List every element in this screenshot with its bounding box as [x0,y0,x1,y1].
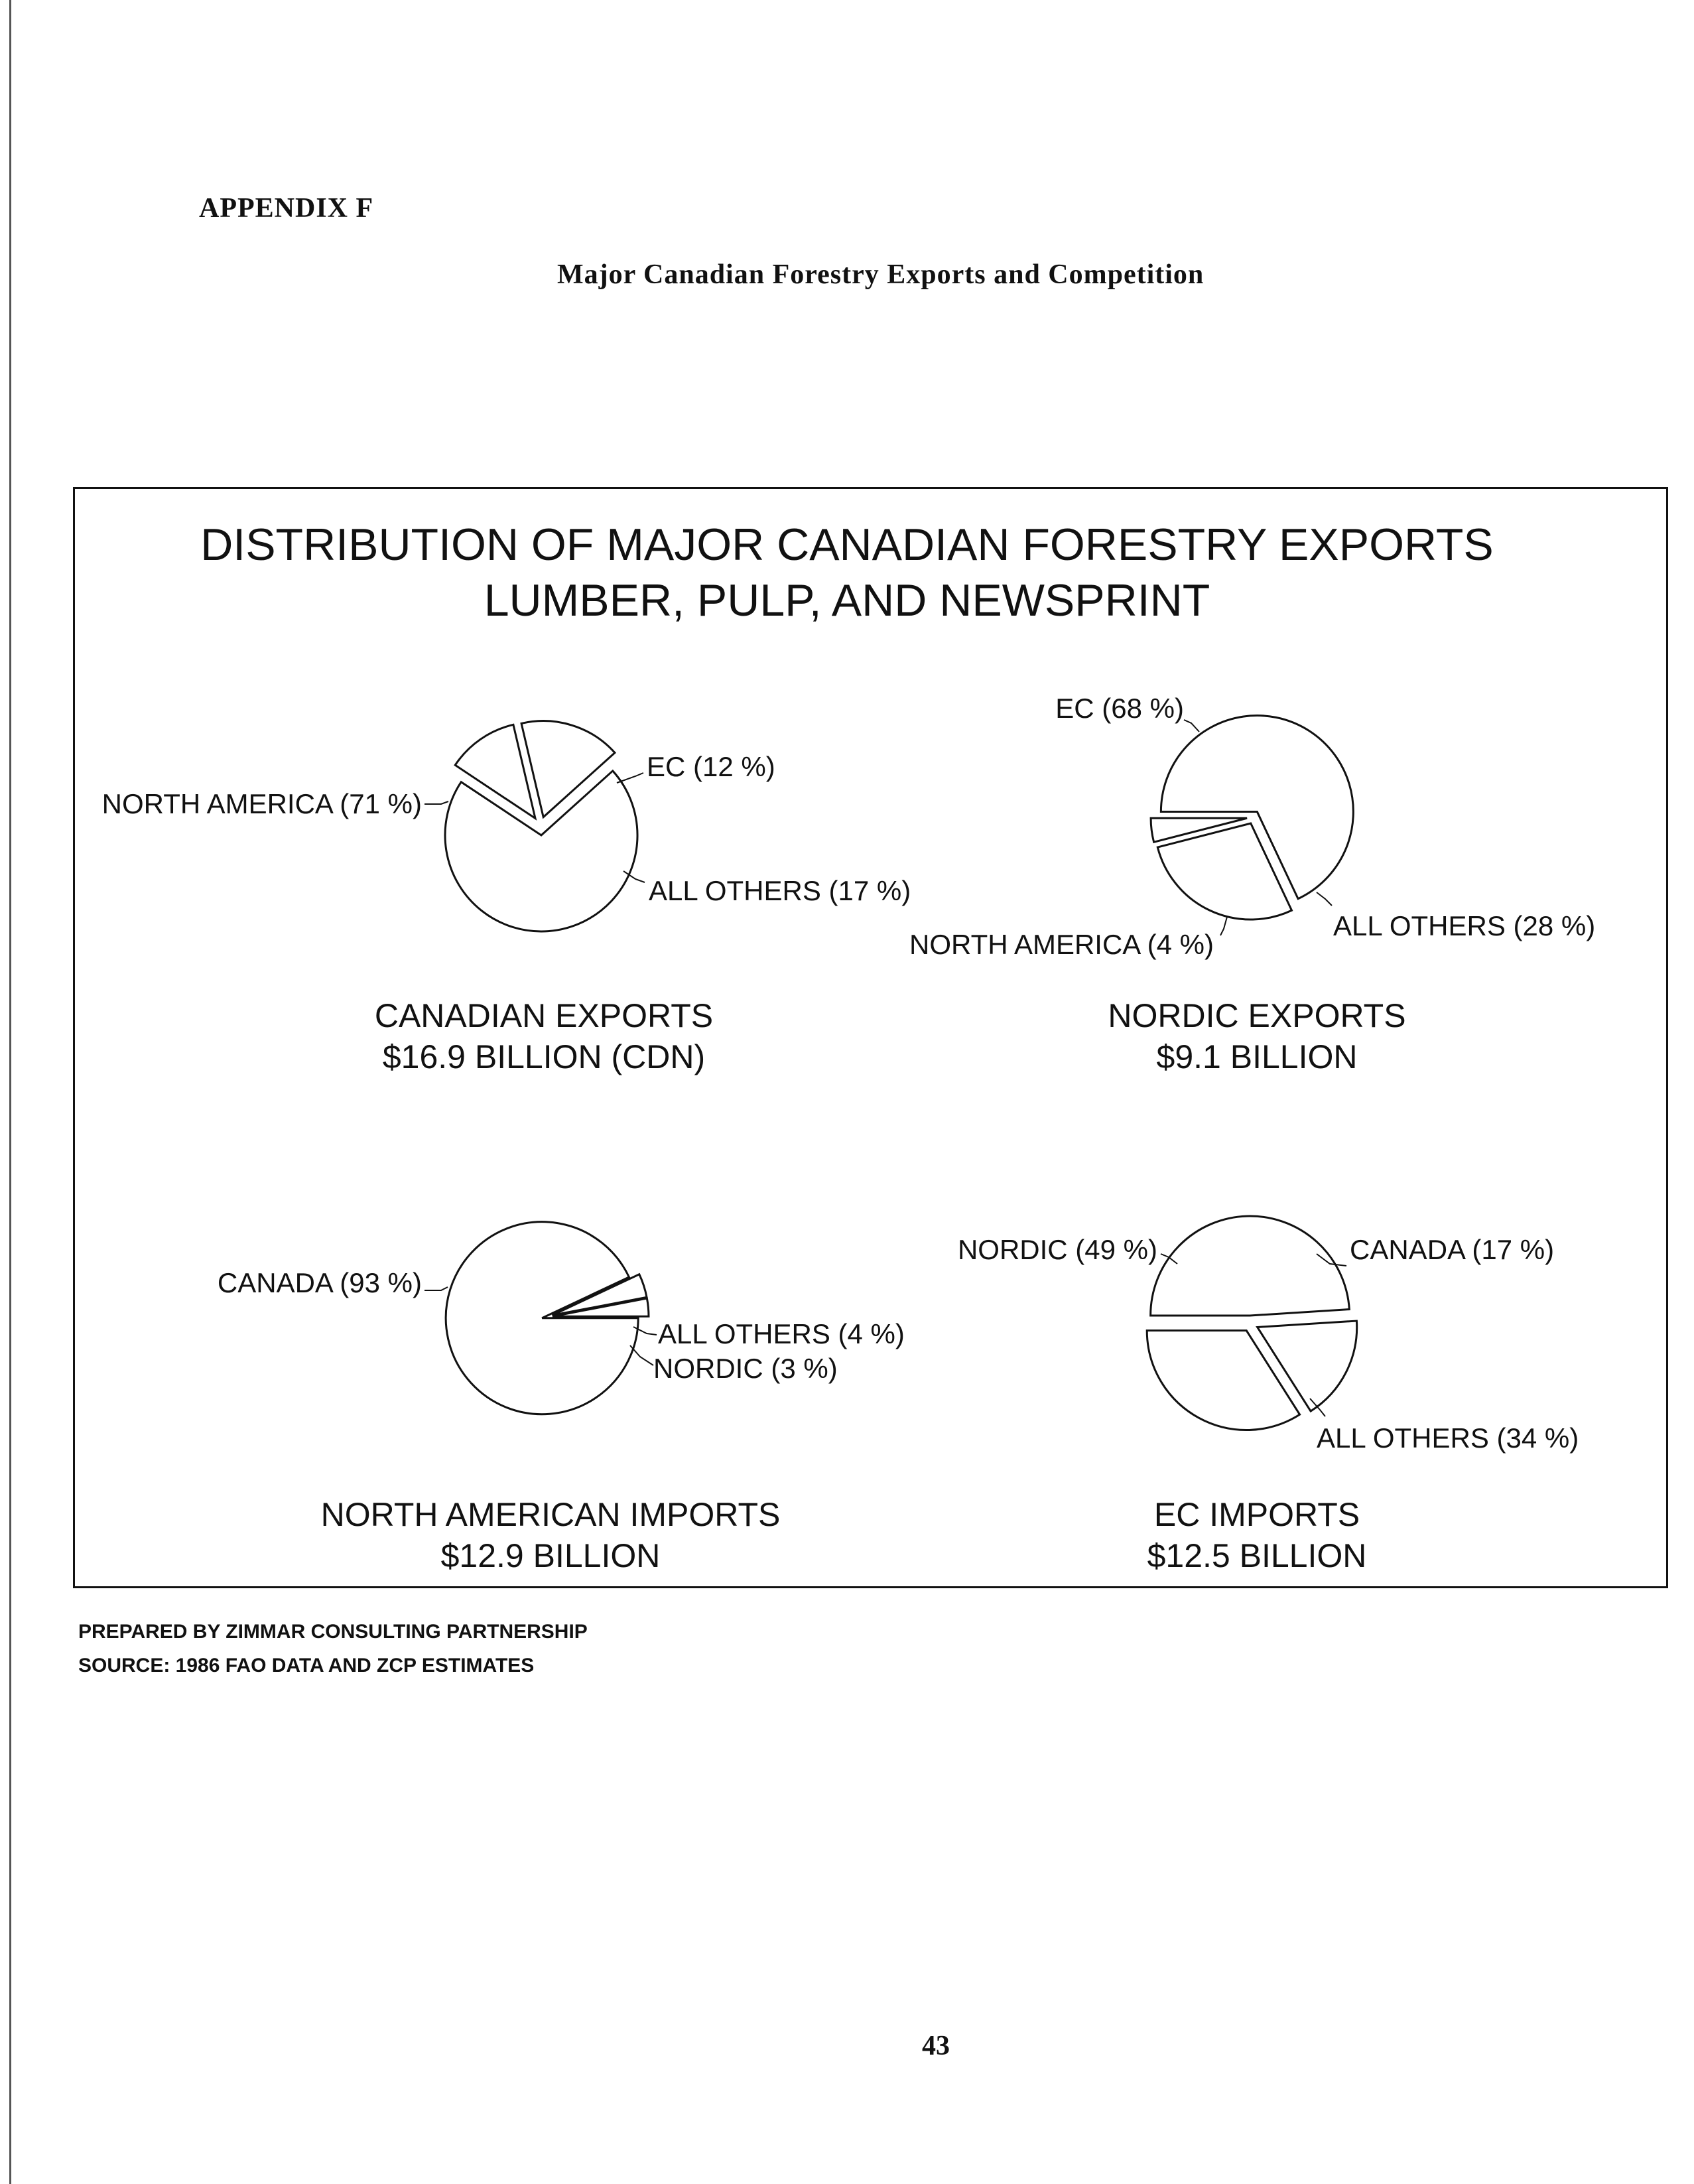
chart-title-line1: DISTRIBUTION OF MAJOR CANADIAN FORESTRY EXPORTS [200,519,1494,570]
north-american-imports-leader-nordic [630,1345,653,1365]
north-american-imports-caption-line2: $12.9 BILLION [440,1537,661,1574]
canadian-exports-caption-line2: $16.9 BILLION (CDN) [382,1038,706,1075]
canadian-exports-leader-north-america [424,801,448,804]
north-american-imports-caption [252,1494,849,1576]
chart-title-line2: LUMBER, PULP, AND NEWSPRINT [484,575,1210,626]
north-american-imports-label-canada: CANADA (93 %) [217,1267,422,1298]
prepared-by-note: PREPARED BY ZIMMAR CONSULTING PARTNERSHIP [78,1621,588,1643]
nordic-exports-caption-line1: NORDIC EXPORTS [1108,997,1406,1034]
nordic-exports-leader-north-america [1220,917,1227,935]
source-note: SOURCE: 1986 FAO DATA AND ZCP ESTIMATES [78,1655,535,1676]
north-american-imports-caption-line1: NORTH AMERICAN IMPORTS [320,1496,781,1533]
ec-imports-slice-nordic [1151,1216,1350,1316]
north-american-imports-leader-canada [424,1287,448,1290]
ec-imports-label-nordic: NORDIC (49 %) [957,1234,1157,1265]
ec-imports-label-canada: CANADA (17 %) [1350,1234,1555,1265]
ec-imports-caption-line1: EC IMPORTS [1153,1496,1360,1533]
canadian-exports-caption [245,995,842,1077]
nordic-exports-label-north-america: NORTH AMERICA (4 %) [909,929,1214,960]
canadian-exports-leader-ec [617,773,643,783]
north-american-imports-label-nordic: NORDIC (3 %) [653,1353,838,1384]
nordic-exports-leader-all-others [1317,892,1332,906]
north-american-imports-label-all-others: ALL OTHERS (4 %) [658,1318,905,1349]
appendix-label: APPENDIX F [199,193,374,224]
north-american-imports-slice-canada [446,1222,638,1414]
canadian-exports-label-ec: EC (12 %) [647,751,775,782]
page-number: 43 [922,2031,950,2061]
canadian-exports-label-all-others: ALL OTHERS (17 %) [649,875,911,906]
ec-imports-label-all-others: ALL OTHERS (34 %) [1317,1422,1579,1454]
ec-imports-caption [958,1494,1555,1576]
canadian-exports-caption-line1: CANADIAN EXPORTS [374,997,714,1034]
canadian-exports-label-north-america: NORTH AMERICA (71 %) [101,788,422,819]
nordic-exports-label-all-others: ALL OTHERS (28 %) [1333,910,1596,941]
ec-imports-caption-line2: $12.5 BILLION [1147,1537,1367,1574]
nordic-exports-caption-line2: $9.1 BILLION [1156,1038,1358,1075]
nordic-exports-caption [958,995,1555,1077]
nordic-exports-leader-ec [1184,720,1199,732]
document-title: Major Canadian Forestry Exports and Competition [557,259,1205,290]
nordic-exports-label-ec: EC (68 %) [1055,693,1184,724]
